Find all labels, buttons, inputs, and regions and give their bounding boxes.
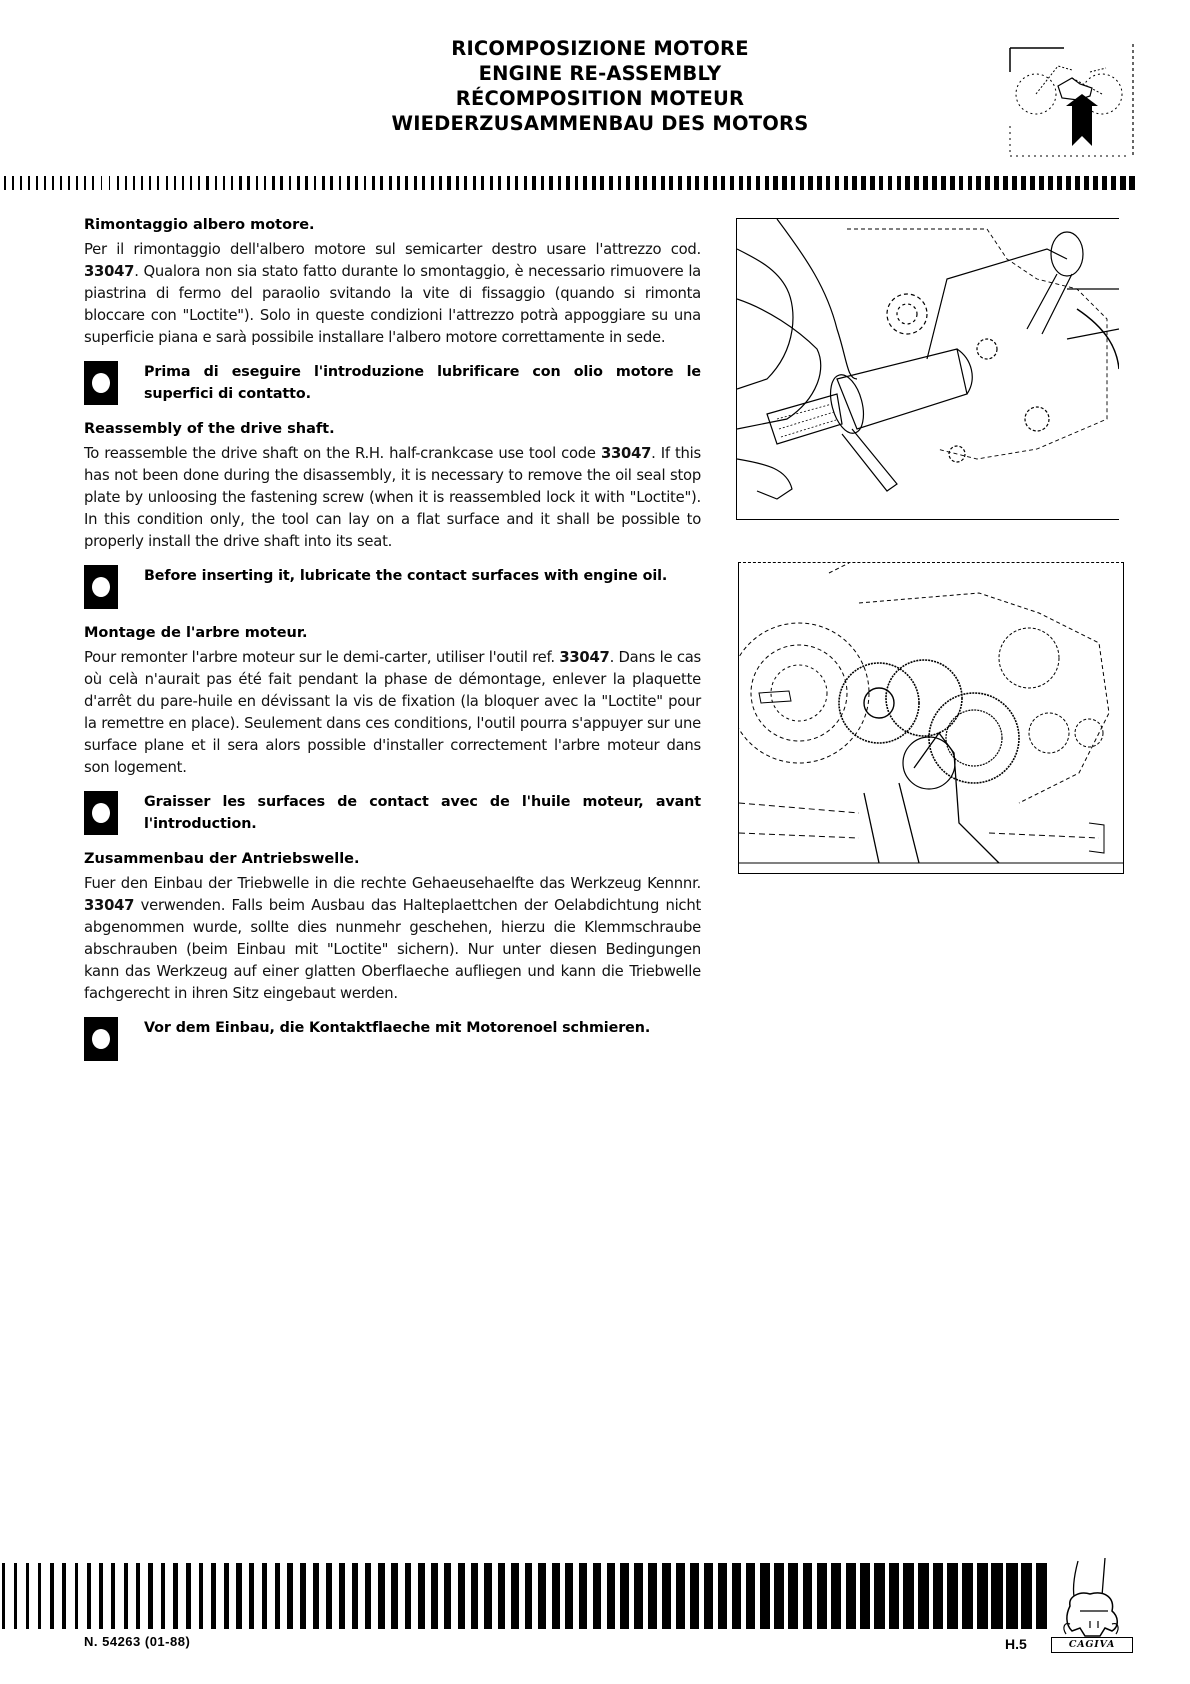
rule-bar-segment [532, 176, 535, 190]
footer-bar-segment [287, 1563, 293, 1629]
footer-bar-segment [378, 1563, 384, 1629]
rule-bar-segment [447, 176, 450, 190]
crankcase-gears-illustration [738, 562, 1124, 874]
rule-bar-segment [1003, 176, 1008, 190]
footer-bar-segment [173, 1563, 178, 1629]
rule-bar-segment [985, 176, 990, 190]
footer-bar-segment [26, 1563, 29, 1629]
rule-bar-segment [730, 176, 734, 190]
section-body [84, 443, 701, 553]
tool-installing-crankshaft-illustration [736, 218, 1119, 520]
footer-bar-segment [933, 1563, 944, 1629]
rule-bar-segment [239, 176, 241, 190]
footer-bar-segment [38, 1563, 41, 1629]
cagiva-logo-text: CAGIVA [1051, 1637, 1133, 1653]
footer-bar-segment [565, 1563, 573, 1629]
footer-bar-segment [484, 1563, 491, 1629]
footer-bar-segment [471, 1563, 478, 1629]
rule-bar-segment [231, 176, 233, 190]
rule-bar-segment [117, 176, 119, 190]
footer-bar-segment [803, 1563, 813, 1629]
rule-bar-segment [739, 176, 743, 190]
footer-bar-segment [405, 1563, 412, 1629]
rule-bar-segment [36, 176, 38, 190]
rule-bar-segment [1129, 176, 1134, 190]
footer-bar-segment [962, 1563, 973, 1629]
footer-bar-segment [313, 1563, 319, 1629]
rule-bar-segment [652, 176, 656, 190]
rule-bar-segment [464, 176, 467, 190]
footer-bar-segment [300, 1563, 306, 1629]
rule-bar-segment [976, 176, 981, 190]
rule-bar-segment [905, 176, 910, 190]
rule-bar-segment [626, 176, 630, 190]
rule-bar-segment [20, 176, 22, 190]
rule-bar-segment [339, 176, 342, 190]
footer-bar-segment [275, 1563, 280, 1629]
rule-bar-segment [256, 176, 258, 190]
note-text: Graisser les surfaces de contact avec de l'huile moteur, avant l'introduction. [144, 794, 701, 832]
rule-bar-segment [247, 176, 249, 190]
footer-bar-segment [676, 1563, 685, 1629]
rule-bar-segment [157, 176, 159, 190]
rule-bar-segment [923, 176, 928, 190]
rule-bar-segment [959, 176, 964, 190]
rule-bar-segment [950, 176, 955, 190]
footer-bar-segment [831, 1563, 841, 1629]
section-body [84, 239, 701, 349]
rule-bar-segment [1075, 176, 1080, 190]
tool-code: 33047 [559, 649, 610, 666]
rule-bar-segment [223, 176, 225, 190]
rule-bar-segment [524, 176, 527, 190]
body-text: . Qualora non sia stato fatto durante lo smontaggio, è necessario rimuovere la piastrina di fermo del paraolio svitando la vite di fissaggio (quando si rimonta bloccare con "Loctite"). Solo in queste condizioni l'attrezzo potrà appoggiare su una superficie piana e sarà possibile installare l'albero motore correttamente in sede. [84, 263, 701, 346]
motorcycle-engine-arrow-icon [1006, 38, 1136, 160]
rule-bar-segment [994, 176, 999, 190]
rule-bar-segment [1048, 176, 1053, 190]
footer-rule-bar [0, 1563, 1190, 1629]
page-title-block [300, 36, 900, 136]
rule-bar-segment [414, 176, 417, 190]
rule-bar-segment [541, 176, 544, 190]
rule-bar-segment [1039, 176, 1044, 190]
section-german [84, 849, 701, 1061]
warning-note-icon [84, 791, 118, 835]
footer-bar-segment [498, 1563, 505, 1629]
footer-bar-segment [774, 1563, 784, 1629]
rule-bar-segment [439, 176, 442, 190]
rule-bar-segment [182, 176, 184, 190]
footer-bar-segment [918, 1563, 929, 1629]
tool-code: 33047 [84, 897, 135, 914]
section-body [84, 873, 701, 1005]
footer-bar-segment [607, 1563, 615, 1629]
document-number: N. 54263 (01-88) [84, 1634, 191, 1649]
rule-bar-segment [1093, 176, 1098, 190]
lubrication-note [84, 565, 701, 609]
footer-bar-segment [339, 1563, 345, 1629]
rule-bar-segment [314, 176, 317, 190]
rule-bar-segment [575, 176, 579, 190]
footer-bar-segment [365, 1563, 371, 1629]
rule-bar-segment [1102, 176, 1107, 190]
rule-bar-segment [600, 176, 604, 190]
rule-bar-segment [355, 176, 358, 190]
rule-bar-segment [1021, 176, 1026, 190]
footer-bar-segment [352, 1563, 358, 1629]
rule-bar-segment [490, 176, 493, 190]
rule-bar-segment [84, 176, 86, 190]
note-text: Before inserting it, lubricate the contact surfaces with engine oil. [144, 568, 668, 584]
lubrication-note [84, 1017, 701, 1061]
rule-bar-segment [389, 176, 392, 190]
footer-bar-segment [136, 1563, 140, 1629]
page-number: H.5 [1005, 1636, 1027, 1652]
footer-bar-segment [947, 1563, 958, 1629]
rule-bar-segment [52, 176, 54, 190]
rule-bar-segment [68, 176, 70, 190]
footer-bar-segment [1036, 1563, 1048, 1629]
tool-code: 33047 [84, 263, 135, 280]
footer-bar-segment [846, 1563, 856, 1629]
rule-bar-segment [515, 176, 518, 190]
footer-bar-segment [991, 1563, 1002, 1629]
section-heading: Montage de l'arbre moteur. [84, 625, 308, 641]
footer-bar-segment [874, 1563, 884, 1629]
footer-bar-segment [704, 1563, 713, 1629]
rule-bar-segment [635, 176, 639, 190]
rule-bar-segment [678, 176, 682, 190]
footer-bar-segment [262, 1563, 267, 1629]
rule-bar-segment [687, 176, 691, 190]
rule-bar-segment [264, 176, 266, 190]
rule-bar-segment [808, 176, 812, 190]
section-english [84, 419, 701, 609]
rule-bar-segment [844, 176, 849, 190]
crankcase-gear-drawing [739, 563, 1123, 873]
rule-bar-segment [4, 176, 6, 190]
warning-note-icon [84, 361, 118, 405]
rule-bar-segment [133, 176, 135, 190]
rule-bar-segment [92, 176, 94, 190]
note-text: Prima di eseguire l'introduzione lubrificare con olio motore le superfici di contatto. [144, 364, 701, 402]
rule-bar-segment [481, 176, 484, 190]
body-text: . Dans le cas où celà n'aurait pas été fait pendant la phase de démontage, enlever la plaquette d'arrêt du pare-huile en dévissant la vis de fixation (la bloquer avec la "Loctite" pour la remettre en place). Seulement dans ces conditions, l'outil pourra s'appuyer sur une surface plane et il sera alors possible d'installer correctement l'arbre moteur dans son logement. [84, 649, 701, 776]
warning-note-icon [84, 565, 118, 609]
footer-bar-segment [662, 1563, 671, 1629]
footer-bar-segment [788, 1563, 798, 1629]
rule-bar-segment [721, 176, 725, 190]
rule-bar-segment [215, 176, 217, 190]
rule-bar-segment [322, 176, 325, 190]
rule-bar-segment [861, 176, 866, 190]
rule-bar-segment [852, 176, 857, 190]
footer-bar-segment [1006, 1563, 1017, 1629]
section-heading: Reassembly of the drive shaft. [84, 421, 335, 437]
rule-bar-segment [800, 176, 804, 190]
rule-bar-segment [618, 176, 622, 190]
footer-bar-segment [718, 1563, 727, 1629]
rule-bar-segment [1012, 176, 1017, 190]
footer-bar-segment [593, 1563, 601, 1629]
rule-bar-segment [206, 176, 208, 190]
rule-bar-segment [28, 176, 30, 190]
rule-bar-segment [826, 176, 830, 190]
rule-bar-segment [380, 176, 383, 190]
footer-bar-segment [50, 1563, 53, 1629]
rule-bar-segment [44, 176, 46, 190]
rule-bar-segment [704, 176, 708, 190]
footer-bar-segment [211, 1563, 216, 1629]
rule-bar-segment [60, 176, 62, 190]
rule-bar-segment [1057, 176, 1062, 190]
section-italian [84, 215, 701, 405]
rule-bar-segment [76, 176, 78, 190]
footer-bar-segment [620, 1563, 628, 1629]
rule-bar-segment [747, 176, 751, 190]
lubrication-note [84, 361, 701, 405]
footer-bar-segment [903, 1563, 914, 1629]
instruction-text-column [84, 215, 701, 1075]
rule-bar-segment [109, 176, 111, 190]
footer-bar-segment [634, 1563, 643, 1629]
rule-bar-segment [330, 176, 333, 190]
rule-bar-segment [456, 176, 459, 190]
footer-bar-segment [889, 1563, 900, 1629]
footer-bar-segment [199, 1563, 204, 1629]
rule-bar-segment [280, 176, 283, 190]
rule-bar-segment [305, 176, 308, 190]
rule-bar-segment [773, 176, 777, 190]
rule-bar-segment [835, 176, 839, 190]
rule-bar-segment [1120, 176, 1125, 190]
title-french: RÉCOMPOSITION MOTEUR [455, 87, 745, 110]
footer-bar-segment [690, 1563, 699, 1629]
section-heading: Zusammenbau der Antriebswelle. [84, 851, 360, 867]
rule-bar-segment [166, 176, 168, 190]
tool-code: 33047 [600, 445, 652, 462]
rule-bar-segment [1084, 176, 1089, 190]
footer-bar-segment [99, 1563, 103, 1629]
footer-bar-segment [111, 1563, 115, 1629]
rule-bar-segment [101, 176, 103, 190]
rule-bar-segment [297, 176, 300, 190]
footer-bar-segment [14, 1563, 17, 1629]
footer-bar-segment [977, 1563, 988, 1629]
footer-bar-segment [391, 1563, 397, 1629]
rule-bar-segment [190, 176, 192, 190]
rule-bar-segment [695, 176, 699, 190]
rule-bar-segment [507, 176, 510, 190]
footer-bar-segment [62, 1563, 66, 1629]
rule-bar-segment [372, 176, 375, 190]
footer-bar-segment [579, 1563, 587, 1629]
rule-bar-segment [397, 176, 400, 190]
footer-bar-segment [444, 1563, 451, 1629]
rule-bar-segment [817, 176, 821, 190]
rule-bar-segment [609, 176, 613, 190]
rule-bar-segment [125, 176, 127, 190]
body-text: Per il rimontaggio dell'albero motore sul semicarter destro usare l'attrezzo cod. [84, 241, 701, 258]
section-french [84, 623, 701, 835]
rule-bar-segment [347, 176, 350, 190]
footer-bar-segment [431, 1563, 438, 1629]
footer-bar-segment [511, 1563, 519, 1629]
footer-bar-segment [124, 1563, 128, 1629]
footer-bar-segment [2, 1563, 5, 1629]
rule-bar-segment [791, 176, 795, 190]
section-heading: Rimontaggio albero motore. [84, 217, 315, 233]
footer-bar-segment [186, 1563, 191, 1629]
rule-bar-segment [661, 176, 665, 190]
rule-bar-segment [289, 176, 292, 190]
rule-bar-segment [12, 176, 14, 190]
rule-bar-segment [549, 176, 552, 190]
footer-bar-segment [746, 1563, 755, 1629]
footer-bar-segment [458, 1563, 465, 1629]
body-text: Fuer den Einbau der Triebwelle in die rechte Gehaeusehaelfte das Werkzeug Kennnr. [84, 875, 701, 892]
rule-bar-segment [592, 176, 596, 190]
rule-bar-segment [897, 176, 902, 190]
rule-bar-segment [149, 176, 151, 190]
rule-bar-segment [765, 176, 769, 190]
rule-bar-segment [870, 176, 875, 190]
footer-bar-segment [148, 1563, 152, 1629]
rule-bar-segment [941, 176, 946, 190]
title-english: ENGINE RE-ASSEMBLY [478, 62, 722, 85]
footer-bar-segment [817, 1563, 827, 1629]
rule-bar-segment [431, 176, 434, 190]
body-text: Pour remonter l'arbre moteur sur le demi-carter, utiliser l'outil ref. [84, 649, 560, 666]
rule-bar-segment [914, 176, 919, 190]
rule-bar-segment [1111, 176, 1116, 190]
rule-bar-segment [782, 176, 786, 190]
rule-bar-segment [174, 176, 176, 190]
footer-bar-segment [161, 1563, 165, 1629]
rule-bar-segment [566, 176, 570, 190]
rule-bar-segment [1030, 176, 1035, 190]
warning-note-icon [84, 1017, 118, 1061]
footer-bar-segment [732, 1563, 741, 1629]
rule-bar-segment [879, 176, 884, 190]
footer-bar-segment [236, 1563, 241, 1629]
footer-bar-segment [1021, 1563, 1033, 1629]
footer-bar-segment [87, 1563, 91, 1629]
footer-bar-segment [525, 1563, 533, 1629]
footer-bar-segment [224, 1563, 229, 1629]
footer-bar-segment [538, 1563, 546, 1629]
header-rule-bar [4, 176, 1138, 190]
footer-bar-segment [326, 1563, 332, 1629]
footer-bar-segment [249, 1563, 254, 1629]
rule-bar-segment [198, 176, 200, 190]
footer-bar-segment [760, 1563, 770, 1629]
body-text: . If this has not been done during the disassembly, it is necessary to remove the oil seal stop plate by unloosing the fastening screw (when it is reassembled lock it with "Loctite"). In this condition only, the tool can lay on a flat surface and it shall be possible to properly install the drive shaft into its seat. [84, 445, 702, 550]
body-text: verwenden. Falls beim Ausbau das Halteplaettchen der Oelabdichtung nicht abgenommen wurde, sollte dies nunmehr geschehen, hierzu die Klemmschraube abschrauben (beim Einbau mit "Loctite" sichern). Nur unter diesen Bedingungen kann das Werkzeug auf einer glatten Oberflaeche aufliegen und kann die Triebwelle fachgerecht in ihren Sitz eingebaut werden. [84, 897, 701, 1002]
rule-bar-segment [1066, 176, 1071, 190]
footer-bar-segment [648, 1563, 657, 1629]
rule-bar-segment [713, 176, 717, 190]
footer-bar-segment [552, 1563, 560, 1629]
rule-bar-segment [272, 176, 274, 190]
footer-bar-segment [860, 1563, 870, 1629]
rule-bar-segment [558, 176, 562, 190]
footer-bar-segment [418, 1563, 425, 1629]
rule-bar-segment [669, 176, 673, 190]
rule-bar-segment [756, 176, 760, 190]
rule-bar-segment [498, 176, 501, 190]
rule-bar-segment [364, 176, 367, 190]
title-german: WIEDERZUSAMMENBAU DES MOTORS [391, 112, 809, 135]
rule-bar-segment [473, 176, 476, 190]
engine-tool-drawing [737, 219, 1119, 519]
rule-bar-segment [968, 176, 973, 190]
rule-bar-segment [405, 176, 408, 190]
footer-bar-segment [75, 1563, 79, 1629]
rule-bar-segment [422, 176, 425, 190]
rule-bar-segment [583, 176, 587, 190]
rule-bar-segment [141, 176, 143, 190]
rule-bar-segment [888, 176, 893, 190]
lubrication-note [84, 791, 701, 835]
section-body [84, 647, 701, 779]
note-text: Vor dem Einbau, die Kontaktflaeche mit Motorenoel schmieren. [144, 1020, 651, 1036]
body-text: To reassemble the drive shaft on the R.H. half-crankcase use tool code [84, 445, 601, 462]
rule-bar-segment [643, 176, 647, 190]
title-italian: RICOMPOSIZIONE MOTORE [451, 37, 749, 60]
rule-bar-segment [932, 176, 937, 190]
